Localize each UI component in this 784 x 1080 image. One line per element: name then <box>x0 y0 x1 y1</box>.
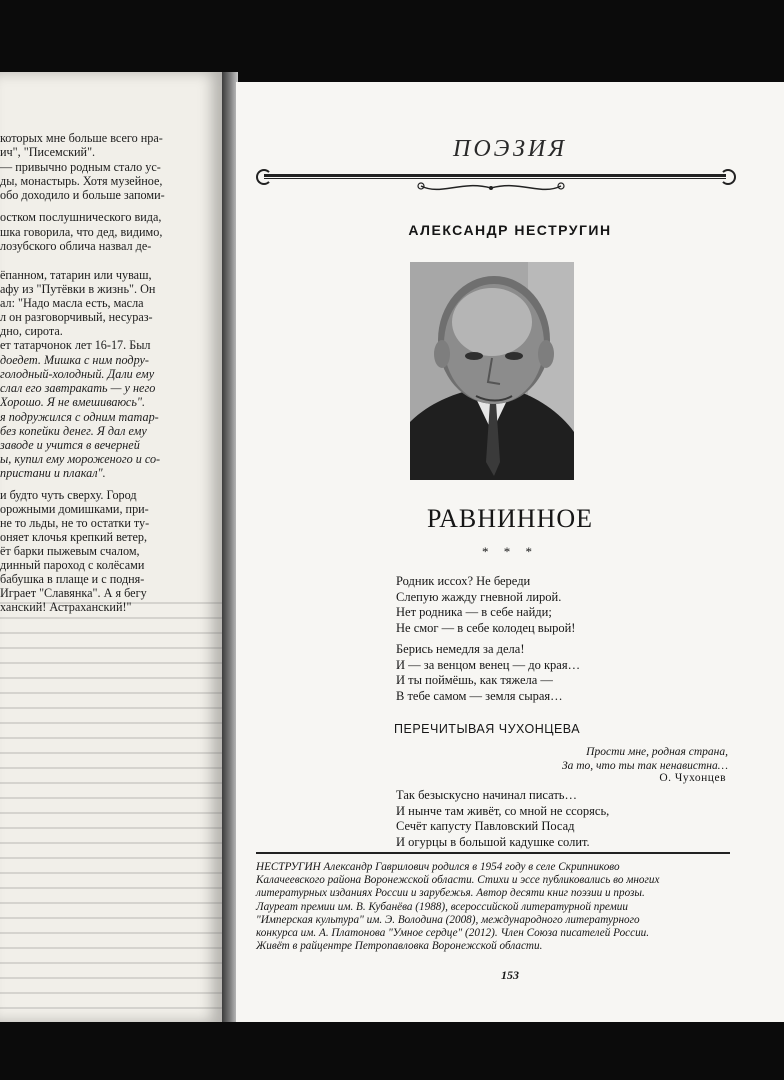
left-page <box>0 72 222 1022</box>
left-text-line: бабушка в плаще и с подня- <box>0 572 145 586</box>
left-text-line: динный пароход с колёсами <box>0 558 145 572</box>
left-text-line: ёпанном, татарин или чуваш, <box>0 268 152 282</box>
bio-line: Живёт в райцентре Петропавловка Воронежской области. <box>256 940 543 953</box>
poem-stanza <box>396 574 575 636</box>
poem-line: Нет родника — в себе найди; <box>396 605 552 619</box>
author-bio <box>256 861 728 953</box>
left-text-line: голодный-холодный. Дали ему <box>0 367 155 381</box>
left-text-line: орожными домишками, при- <box>0 502 149 516</box>
poem-line: И ты поймёшь, как тяжела — <box>396 673 553 687</box>
epigraph-line: Прости мне, родная страна, <box>586 746 728 758</box>
left-text-line: оняет клочья крепкий ветер, <box>0 530 148 544</box>
left-text-line: лозубского облича назвал де- <box>0 239 152 253</box>
left-text-line: ич", "Писемский". <box>0 145 96 159</box>
author-name: АЛЕКСАНДР НЕСТРУГИН <box>408 222 612 238</box>
left-text-line: ёт барки пыжевым счалом, <box>0 544 140 558</box>
bio-divider <box>256 852 730 854</box>
left-text-line: я подружился с одним татар- <box>0 410 159 424</box>
bio-line: Калачеевского района Воронежской области. Стихи и эссе публиковались во многих <box>256 874 660 887</box>
ornament-flourish <box>416 180 566 196</box>
poem-line: И — за венцом венец — до края… <box>396 657 581 672</box>
left-text-line: афу из "Путёвки в жизнь". Он <box>0 282 156 296</box>
poem-line: И огурцы в большой кадушке солит. <box>396 834 590 849</box>
left-text-line: ы, купил ему мороженого и со- <box>0 452 161 466</box>
poem-title: ПЕРЕЧИТЫВАЯ ЧУХОНЦЕВА <box>394 722 581 736</box>
poem-line: В тебе самом — земля сырая… <box>396 688 563 703</box>
bio-line: "Имперская культура" им. Э. Володина (2008), международного литературного <box>256 913 640 926</box>
poem-line: Слепую жажду гневной лирой. <box>396 589 562 604</box>
left-text-line: обо доходило и больше запоми- <box>0 188 165 202</box>
left-text-line: ал: "Надо масла есть, масла <box>0 296 144 310</box>
bio-line: НЕСТРУГИН Александр Гаврилович родился в 1954 году в селе Скрипниково <box>256 861 620 873</box>
bio-line: конкурса им. А. Платонова "Умное сердце" (2012). Член Союза писателей России. <box>256 927 650 940</box>
portrait-illustration <box>410 262 574 480</box>
right-page <box>236 82 784 1022</box>
poem-separator: * * * <box>482 544 538 559</box>
left-text-line: без копейки денег. Я дал ему <box>0 424 147 438</box>
left-text-line: остком послушнического вида, <box>0 210 162 224</box>
epigraph-line: За то, что ты так ненавистна… <box>561 759 728 772</box>
author-photo <box>410 262 574 480</box>
poem-stanza <box>396 642 580 704</box>
poem-title: РАВНИННОЕ <box>426 504 593 533</box>
left-text-line: не то льды, не то остатки ту- <box>0 516 150 530</box>
poem-line: Родник иссох? Не береди <box>396 574 531 588</box>
left-text-line: ханский! Астраханский!" <box>0 600 132 614</box>
bio-line: Лауреат премии им. В. Кубанёва (1988), всероссийской литературной премии <box>256 900 628 913</box>
header-rule-curl-right <box>720 169 736 185</box>
left-text-line: — привычно родным стало ус- <box>0 160 161 174</box>
left-text-line: Хорошо. Я не вмешиваюсь". <box>0 395 146 409</box>
page-number: 153 <box>501 968 519 982</box>
header-rule <box>264 174 726 177</box>
left-text-line: ды, монастырь. Хотя музейное, <box>0 174 163 188</box>
left-text-line: шка говорила, что дед, видимо, <box>0 225 163 239</box>
epigraph-author: О. Чухонцев <box>659 772 726 784</box>
left-text-line: и будто чуть сверху. Город <box>0 488 137 502</box>
left-text-line: слал его завтракать — у него <box>0 381 156 395</box>
section-title: ПОЭЗИЯ <box>453 136 567 162</box>
left-text-line: пристани и плакал". <box>0 466 106 480</box>
left-text-line: Играет "Славянка". А я бегу <box>0 586 147 600</box>
left-text-line: доедет. Мишка с ним подру- <box>0 353 149 367</box>
poem-line: Сечёт капусту Павловский Посад <box>396 819 575 833</box>
left-text-line: ет татарчонок лет 16-17. Был <box>0 338 151 352</box>
left-text-line: л он разговорчивый, несураз- <box>0 310 153 324</box>
left-text-line: которых мне больше всего нра- <box>0 131 163 145</box>
poem-line: Не смог — в себе колодец вырой! <box>396 620 576 635</box>
poem-line: Берись немедля за дела! <box>396 642 525 656</box>
bleed-through-texture <box>0 602 222 1022</box>
poem-line: Так безыскусно начинал писать… <box>396 788 577 802</box>
poem-stanza <box>396 788 609 850</box>
header-rule-curl-left <box>256 169 272 185</box>
bio-line: литературных изданиях России и зарубежья. Автор десяти книг поэзии и прозы. <box>256 887 645 900</box>
poem-line: И нынче там живёт, со мной не ссорясь, <box>396 803 610 818</box>
left-text-line: дно, сирота. <box>0 324 63 338</box>
header-rule-thin <box>264 178 726 179</box>
left-text-line: заводе и учится в вечерней <box>0 438 140 452</box>
epigraph <box>562 746 728 773</box>
